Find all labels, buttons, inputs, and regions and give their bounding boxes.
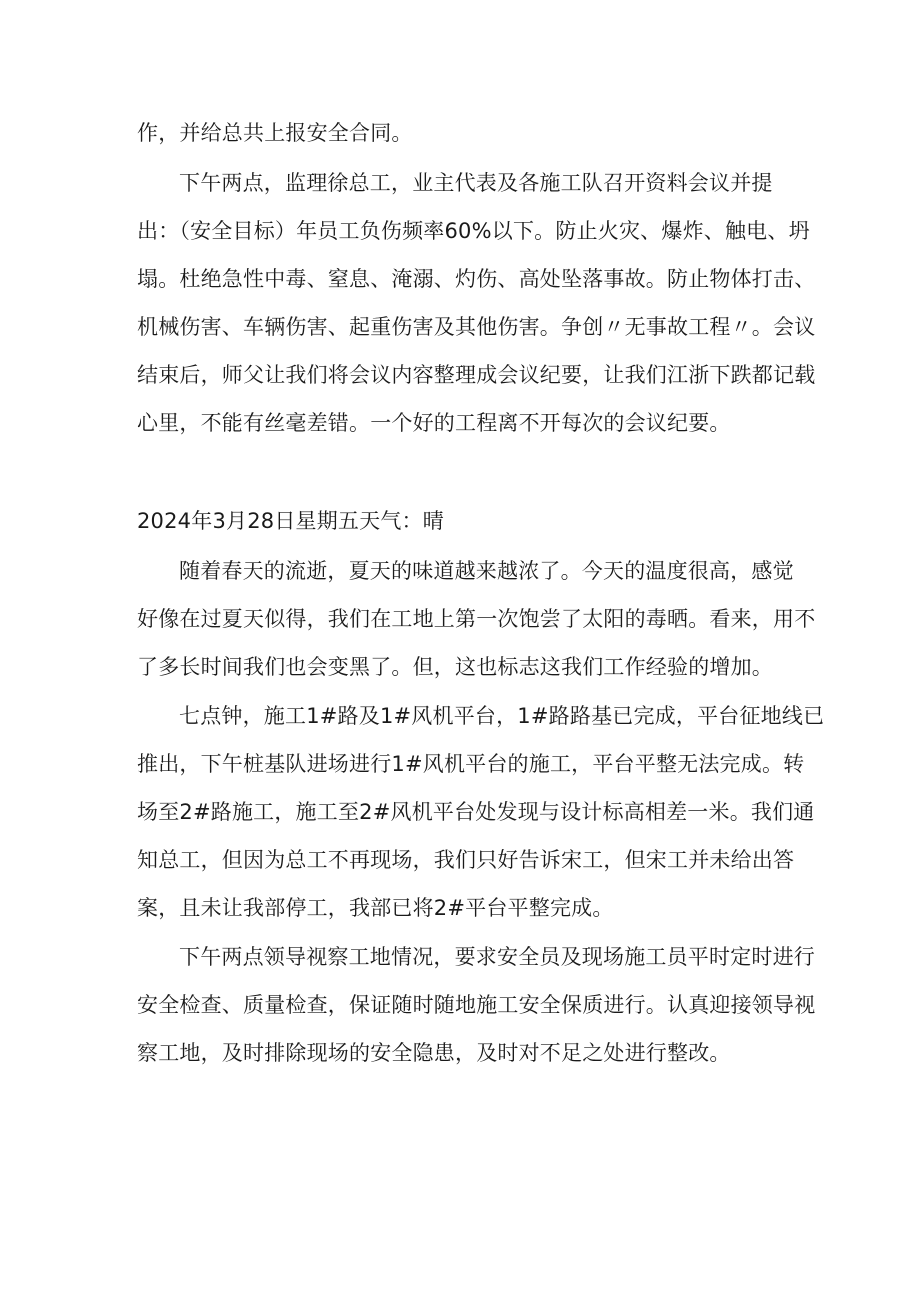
text-line: 机械伤害、车辆伤害、起重伤害及其他伤害。争创〃无事故工程〃。会议 [137,315,816,339]
text-line: 七点钟，施工1#路及1#风机平台，1#路路基已完成，平台征地线已 [179,704,825,728]
text-line: 好像在过夏天似得，我们在工地上第一次饱尝了太阳的毒晒。看来，用不 [137,607,816,631]
text-line: 了多长时间我们也会变黑了。但，这也标志这我们工作经验的增加。 [137,655,773,679]
text-line: 案，且未让我部停工，我部已将2#平台平整完成。 [137,896,614,920]
text-line: 安全检查、质量检查，保证随时随地施工安全保质进行。认真迎接领导视 [137,993,816,1017]
text-line: 推出，下午桩基队进场进行1#风机平台的施工，平台平整无法完成。转 [137,752,805,776]
text-line: 结束后，师父让我们将会议内容整理成会议纪要，让我们江浙下跌都记载 [137,363,816,387]
text-line: 知总工，但因为总工不再现场，我们只好告诉宋工，但宋工并未给出答 [137,848,795,872]
text-line: 场至2#路施工，施工至2#风机平台处发现与设计标高相差一米。我们通 [137,800,815,824]
text-line: 作，并给总共上报安全合同。 [137,121,413,145]
text-line: 出：（安全目标）年员工负伤频率60%以下。防止火灾、爆炸、触电、坍 [137,219,810,243]
text-line: 察工地，及时排除现场的安全隐患，及时对不足之处进行整改。 [137,1041,731,1065]
date-heading: 2024年3月28日星期五天气：晴 [137,509,444,533]
text-line: 塌。杜绝急性中毒、窒息、淹溺、灼伤、高处坠落事故。防止物体打击、 [137,267,816,291]
text-line: 下午两点，监理徐总工，业主代表及各施工队召开资料会议并提 [179,171,773,195]
text-line: 随着春天的流逝，夏天的味道越来越浓了。今天的温度很高，感觉 [179,559,794,583]
text-line: 下午两点领导视察工地情况，要求安全员及现场施工员平时定时进行 [179,945,815,969]
text-line: 心里，不能有丝毫差错。一个好的工程离不开每次的会议纪要。 [137,411,731,435]
